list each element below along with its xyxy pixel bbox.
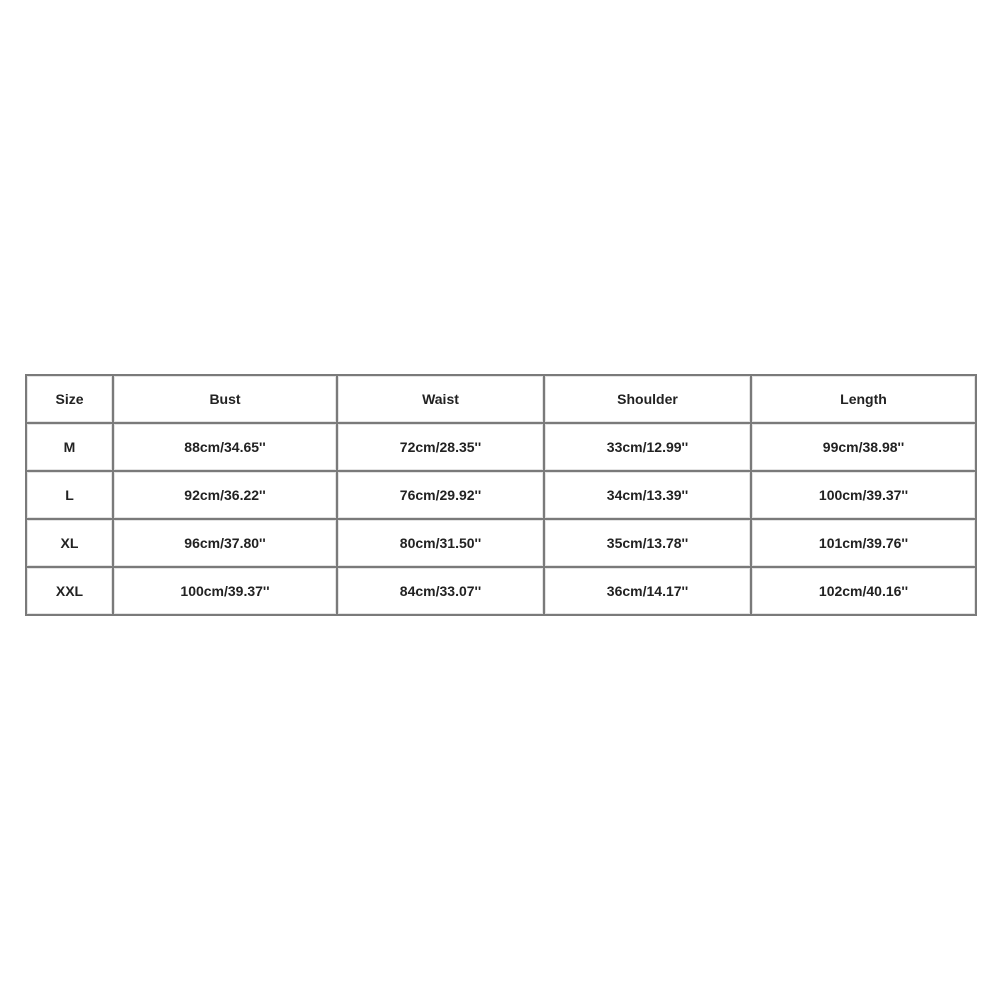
header-bust: Bust <box>113 375 337 423</box>
header-waist: Waist <box>337 375 544 423</box>
length-cell: 101cm/39.76'' <box>751 519 976 567</box>
bust-cell: 88cm/34.65'' <box>113 423 337 471</box>
table-row <box>26 471 976 519</box>
waist-cell: 84cm/33.07'' <box>337 567 544 615</box>
size-cell: M <box>26 423 113 471</box>
table-row <box>26 423 976 471</box>
table-row <box>26 567 976 615</box>
header-size: Size <box>26 375 113 423</box>
table-header-row <box>26 375 976 423</box>
shoulder-cell: 33cm/12.99'' <box>544 423 751 471</box>
waist-cell: 72cm/28.35'' <box>337 423 544 471</box>
bust-cell: 96cm/37.80'' <box>113 519 337 567</box>
bust-cell: 100cm/39.37'' <box>113 567 337 615</box>
shoulder-cell: 34cm/13.39'' <box>544 471 751 519</box>
header-length: Length <box>751 375 976 423</box>
size-chart-table <box>25 374 977 616</box>
length-cell: 99cm/38.98'' <box>751 423 976 471</box>
bust-cell: 92cm/36.22'' <box>113 471 337 519</box>
waist-cell: 80cm/31.50'' <box>337 519 544 567</box>
header-shoulder: Shoulder <box>544 375 751 423</box>
shoulder-cell: 35cm/13.78'' <box>544 519 751 567</box>
length-cell: 102cm/40.16'' <box>751 567 976 615</box>
waist-cell: 76cm/29.92'' <box>337 471 544 519</box>
size-cell: L <box>26 471 113 519</box>
size-cell: XL <box>26 519 113 567</box>
shoulder-cell: 36cm/14.17'' <box>544 567 751 615</box>
length-cell: 100cm/39.37'' <box>751 471 976 519</box>
size-cell: XXL <box>26 567 113 615</box>
table-row <box>26 519 976 567</box>
